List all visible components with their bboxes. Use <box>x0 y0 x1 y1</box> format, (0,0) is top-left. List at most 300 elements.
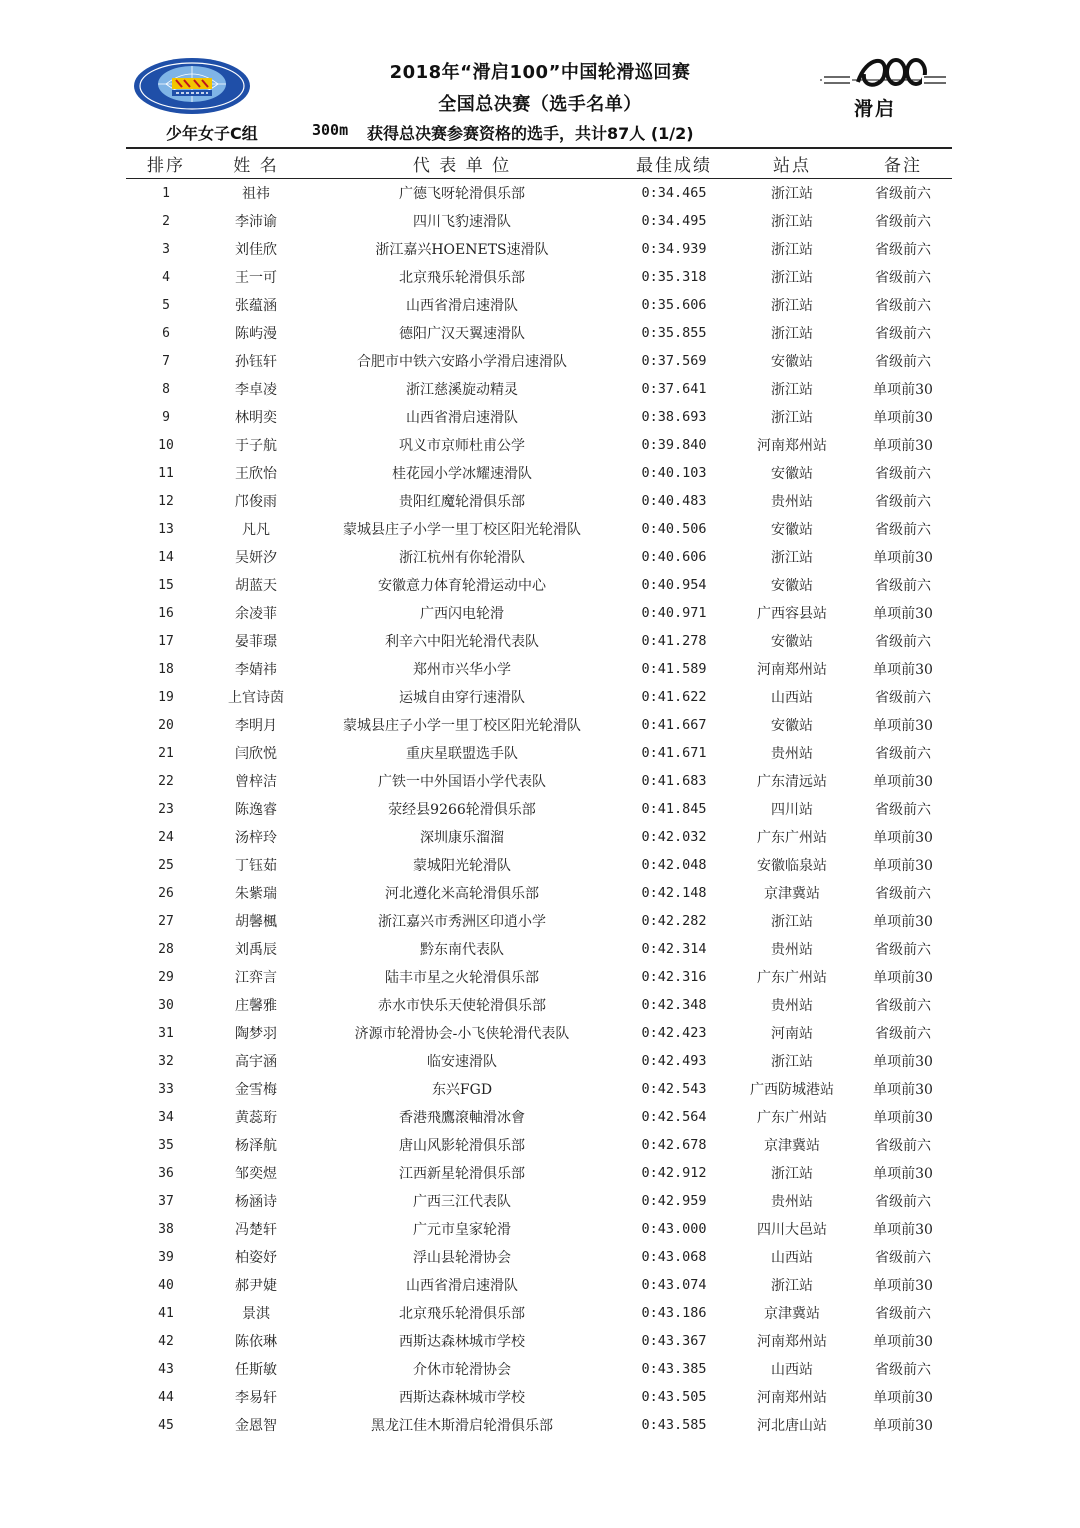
table-row <box>126 963 952 991</box>
station-cell: 浙江站 <box>771 914 813 930</box>
time-cell: 0:40.506 <box>641 521 707 537</box>
time-cell: 0:43.068 <box>641 1249 707 1265</box>
table-row <box>126 1019 952 1047</box>
col-best-time: 最佳成绩 <box>636 156 712 176</box>
name-cell: 王一可 <box>235 270 277 286</box>
team-cell: 北京飛乐轮滑俱乐部 <box>399 1306 525 1322</box>
station-cell: 广东清远站 <box>757 774 827 790</box>
station-cell: 广东广州站 <box>757 970 827 986</box>
station-cell: 河南站 <box>771 1026 813 1042</box>
remark-cell: 省级前六 <box>875 690 931 706</box>
time-cell: 0:37.641 <box>641 381 707 397</box>
table-row <box>126 1299 952 1327</box>
table-row <box>126 1103 952 1131</box>
time-cell: 0:41.667 <box>641 717 707 733</box>
rank-cell: 30 <box>158 997 174 1013</box>
name-cell: 凡凡 <box>242 522 270 538</box>
remark-cell: 省级前六 <box>875 270 931 286</box>
station-cell: 京津冀站 <box>764 1306 820 1322</box>
station-cell: 安徽临泉站 <box>757 858 827 874</box>
name-cell: 吴妍汐 <box>235 550 277 566</box>
remark-cell: 省级前六 <box>875 1138 931 1154</box>
time-cell: 0:40.103 <box>641 465 707 481</box>
remark-cell: 单项前30 <box>873 718 933 734</box>
team-cell: 浙江嘉兴市秀洲区印逍小学 <box>378 914 546 930</box>
table-row <box>126 907 952 935</box>
remark-cell: 省级前六 <box>875 942 931 958</box>
team-cell: 桂花园小学冰耀速滑队 <box>392 466 532 482</box>
rank-cell: 33 <box>158 1081 174 1097</box>
time-cell: 0:41.671 <box>641 745 707 761</box>
remark-cell: 省级前六 <box>875 634 931 650</box>
rank-cell: 34 <box>158 1109 174 1125</box>
rank-cell: 25 <box>158 857 174 873</box>
table-row <box>126 851 952 879</box>
rank-cell: 4 <box>162 269 170 285</box>
name-cell: 江弈言 <box>235 970 277 986</box>
rank-cell: 18 <box>158 661 174 677</box>
remark-cell: 省级前六 <box>875 998 931 1014</box>
name-cell: 李沛谕 <box>235 214 277 230</box>
rank-cell: 19 <box>158 689 174 705</box>
table-row <box>126 1355 952 1383</box>
time-cell: 0:34.495 <box>641 213 707 229</box>
station-cell: 河南郑州站 <box>757 1334 827 1350</box>
remark-cell: 省级前六 <box>875 1026 931 1042</box>
remark-cell: 省级前六 <box>875 466 931 482</box>
remark-cell: 省级前六 <box>875 1194 931 1210</box>
name-cell: 胡馨楓 <box>235 914 277 930</box>
rank-cell: 45 <box>158 1417 174 1433</box>
rank-cell: 29 <box>158 969 174 985</box>
name-cell: 陈屿漫 <box>235 326 277 342</box>
team-cell: 广元市皇家轮滑 <box>413 1222 511 1238</box>
table-row <box>126 739 952 767</box>
remark-cell: 省级前六 <box>875 1250 931 1266</box>
table-row <box>126 403 952 431</box>
table-row <box>126 1047 952 1075</box>
table-row <box>126 459 952 487</box>
time-cell: 0:34.939 <box>641 241 707 257</box>
time-cell: 0:42.564 <box>641 1109 707 1125</box>
rank-cell: 16 <box>158 605 174 621</box>
name-cell: 金恩智 <box>235 1418 277 1434</box>
station-cell: 四川大邑站 <box>757 1222 827 1238</box>
station-cell: 安徽站 <box>771 634 813 650</box>
name-cell: 闫欣悦 <box>235 746 277 762</box>
time-cell: 0:37.569 <box>641 353 707 369</box>
name-cell: 林明奕 <box>235 410 277 426</box>
station-cell: 广西容县站 <box>757 606 827 622</box>
team-cell: 河北遵化米高轮滑俱乐部 <box>385 886 539 902</box>
remark-cell: 单项前30 <box>873 1110 933 1126</box>
remark-cell: 单项前30 <box>873 1166 933 1182</box>
table-row <box>126 599 952 627</box>
table-row <box>126 347 952 375</box>
name-cell: 张蕴涵 <box>235 298 277 314</box>
rank-cell: 7 <box>162 353 170 369</box>
station-cell: 浙江站 <box>771 1054 813 1070</box>
time-cell: 0:40.971 <box>641 605 707 621</box>
name-cell: 庄馨雅 <box>235 998 277 1014</box>
team-cell: 济源市轮滑协会-小飞侠轮滑代表队 <box>354 1026 570 1042</box>
remark-cell: 省级前六 <box>875 802 931 818</box>
station-cell: 山西站 <box>771 1362 813 1378</box>
rank-cell: 12 <box>158 493 174 509</box>
team-cell: 蒙城县庄子小学一里丁校区阳光轮滑队 <box>343 718 581 734</box>
table-row <box>126 543 952 571</box>
station-cell: 四川站 <box>771 802 813 818</box>
name-cell: 曾梓洁 <box>235 774 277 790</box>
team-cell: 赤水市快乐天使轮滑俱乐部 <box>378 998 546 1014</box>
team-cell: 广西闪电轮滑 <box>420 606 504 622</box>
team-cell: 东兴FGD <box>431 1082 493 1098</box>
time-cell: 0:39.840 <box>641 437 707 453</box>
col-remark: 备注 <box>884 156 922 176</box>
rank-cell: 31 <box>158 1025 174 1041</box>
remark-cell: 单项前30 <box>873 1418 933 1434</box>
name-cell: 于子航 <box>235 438 277 454</box>
time-cell: 0:41.589 <box>641 661 707 677</box>
time-cell: 0:35.318 <box>641 269 707 285</box>
name-cell: 金雪梅 <box>235 1082 277 1098</box>
time-cell: 0:42.423 <box>641 1025 707 1041</box>
rank-cell: 39 <box>158 1249 174 1265</box>
distance-label: 300m <box>312 121 349 139</box>
rank-cell: 21 <box>158 745 174 761</box>
rank-cell: 15 <box>158 577 174 593</box>
team-cell: 广铁一中外国语小学代表队 <box>378 774 546 790</box>
station-cell: 贵州站 <box>771 1194 813 1210</box>
team-cell: 浙江杭州有你轮滑队 <box>399 550 525 566</box>
col-team: 代 表 单 位 <box>412 156 512 176</box>
name-cell: 陶梦羽 <box>235 1026 277 1042</box>
team-cell: 西斯达森林城市学校 <box>399 1334 525 1350</box>
name-cell: 柏姿妤 <box>235 1250 277 1266</box>
table-row <box>126 795 952 823</box>
remark-cell: 省级前六 <box>875 214 931 230</box>
team-cell: 合肥市中铁六安路小学滑启速滑队 <box>357 354 567 370</box>
team-cell: 西斯达森林城市学校 <box>399 1390 525 1406</box>
station-cell: 浙江站 <box>771 270 813 286</box>
time-cell: 0:34.465 <box>641 185 707 201</box>
station-cell: 浙江站 <box>771 242 813 258</box>
rank-cell: 11 <box>158 465 174 481</box>
time-cell: 0:40.483 <box>641 493 707 509</box>
station-cell: 山西站 <box>771 1250 813 1266</box>
rank-cell: 3 <box>162 241 170 257</box>
name-cell: 朱紫瑞 <box>235 886 277 902</box>
table-row <box>126 1187 952 1215</box>
time-cell: 0:42.348 <box>641 997 707 1013</box>
name-cell: 祖祎 <box>242 186 270 202</box>
remark-cell: 单项前30 <box>873 1054 933 1070</box>
remark-cell: 省级前六 <box>875 354 931 370</box>
team-cell: 巩义市京师杜甫公学 <box>399 438 525 454</box>
name-cell: 李婧祎 <box>235 662 277 678</box>
station-cell: 河北唐山站 <box>757 1418 827 1434</box>
team-cell: 广西三江代表队 <box>413 1194 511 1210</box>
team-cell: 浙江慈溪旋动精灵 <box>406 382 518 398</box>
team-cell: 德阳广汉天翼速滑队 <box>399 326 525 342</box>
group-label: 少年女子C组 <box>166 124 258 143</box>
team-cell: 浙江嘉兴HOENETS速滑队 <box>375 242 549 258</box>
station-cell: 浙江站 <box>771 1278 813 1294</box>
rank-cell: 8 <box>162 381 170 397</box>
station-cell: 浙江站 <box>771 382 813 398</box>
table-row <box>126 879 952 907</box>
time-cell: 0:42.282 <box>641 913 707 929</box>
time-cell: 0:42.959 <box>641 1193 707 1209</box>
team-cell: 陆丰市星之火轮滑俱乐部 <box>385 970 539 986</box>
team-cell: 唐山风影轮滑俱乐部 <box>399 1138 525 1154</box>
remark-cell: 单项前30 <box>873 1278 933 1294</box>
table-row <box>126 683 952 711</box>
station-cell: 安徽站 <box>771 578 813 594</box>
team-cell: 贵阳红魔轮滑俱乐部 <box>399 494 525 510</box>
qualification-note: 获得总决赛参赛资格的选手，共计87人 (1/2) <box>367 124 694 143</box>
time-cell: 0:42.912 <box>641 1165 707 1181</box>
name-cell: 邹奕煜 <box>235 1166 277 1182</box>
remark-cell: 省级前六 <box>875 298 931 314</box>
rank-cell: 2 <box>162 213 170 229</box>
station-cell: 贵州站 <box>771 942 813 958</box>
rank-cell: 26 <box>158 885 174 901</box>
team-cell: 安徽意力体育轮滑运动中心 <box>378 578 546 594</box>
rank-cell: 32 <box>158 1053 174 1069</box>
remark-cell: 单项前30 <box>873 662 933 678</box>
time-cell: 0:43.074 <box>641 1277 707 1293</box>
time-cell: 0:42.493 <box>641 1053 707 1069</box>
time-cell: 0:40.954 <box>641 577 707 593</box>
rank-cell: 40 <box>158 1277 174 1293</box>
team-cell: 香港飛鷹滾軸滑冰會 <box>399 1110 525 1126</box>
name-cell: 刘禹辰 <box>235 942 277 958</box>
time-cell: 0:42.148 <box>641 885 707 901</box>
station-cell: 京津冀站 <box>764 886 820 902</box>
table-row <box>126 711 952 739</box>
time-cell: 0:43.585 <box>641 1417 707 1433</box>
name-cell: 黄蕊珩 <box>235 1110 277 1126</box>
table-row <box>126 235 952 263</box>
station-cell: 京津冀站 <box>764 1138 820 1154</box>
name-cell: 邝俊雨 <box>235 494 277 510</box>
name-cell: 晏菲璟 <box>235 634 277 650</box>
station-cell: 安徽站 <box>771 354 813 370</box>
rank-cell: 1 <box>162 185 170 201</box>
time-cell: 0:42.678 <box>641 1137 707 1153</box>
time-cell: 0:43.367 <box>641 1333 707 1349</box>
remark-cell: 单项前30 <box>873 1390 933 1406</box>
remark-cell: 单项前30 <box>873 914 933 930</box>
remark-cell: 省级前六 <box>875 186 931 202</box>
team-cell: 重庆星联盟选手队 <box>406 746 518 762</box>
rank-cell: 37 <box>158 1193 174 1209</box>
name-cell: 汤梓玲 <box>235 830 277 846</box>
col-station: 站点 <box>773 156 811 176</box>
team-cell: 荥经县9266轮滑俱乐部 <box>388 802 536 818</box>
station-cell: 贵州站 <box>771 746 813 762</box>
name-cell: 刘佳欣 <box>235 242 277 258</box>
table-row <box>126 431 952 459</box>
remark-cell: 单项前30 <box>873 1082 933 1098</box>
name-cell: 李明月 <box>235 718 277 734</box>
name-cell: 冯楚轩 <box>235 1222 277 1238</box>
team-cell: 黑龙江佳木斯滑启轮滑俱乐部 <box>371 1418 553 1434</box>
name-cell: 郝尹婕 <box>235 1278 277 1294</box>
name-cell: 王欣怡 <box>235 466 277 482</box>
time-cell: 0:38.693 <box>641 409 707 425</box>
table-row <box>126 571 952 599</box>
station-cell: 浙江站 <box>771 326 813 342</box>
category-line <box>0 121 1080 143</box>
remark-cell: 省级前六 <box>875 578 931 594</box>
time-cell: 0:35.855 <box>641 325 707 341</box>
table-header-row <box>126 149 952 178</box>
team-cell: 北京飛乐轮滑俱乐部 <box>399 270 525 286</box>
remark-cell: 单项前30 <box>873 438 933 454</box>
remark-cell: 省级前六 <box>875 522 931 538</box>
team-cell: 黔东南代表队 <box>420 942 504 958</box>
table-row <box>126 1159 952 1187</box>
time-cell: 0:43.505 <box>641 1389 707 1405</box>
table-row <box>126 263 952 291</box>
time-cell: 0:41.683 <box>641 773 707 789</box>
team-cell: 蒙城阳光轮滑队 <box>413 858 511 874</box>
table-row <box>126 767 952 795</box>
name-cell: 任斯敏 <box>235 1362 277 1378</box>
athlete-table <box>126 149 952 1439</box>
table-row <box>126 1215 952 1243</box>
remark-cell: 省级前六 <box>875 1362 931 1378</box>
table-row <box>126 207 952 235</box>
time-cell: 0:41.278 <box>641 633 707 649</box>
remark-cell: 省级前六 <box>875 746 931 762</box>
station-cell: 广东广州站 <box>757 830 827 846</box>
table-row <box>126 1411 952 1439</box>
remark-cell: 单项前30 <box>873 1334 933 1350</box>
table-row <box>126 291 952 319</box>
table-row <box>126 1271 952 1299</box>
rank-cell: 42 <box>158 1333 174 1349</box>
name-cell: 陈依琳 <box>235 1334 277 1350</box>
station-cell: 浙江站 <box>771 550 813 566</box>
rank-cell: 9 <box>162 409 170 425</box>
team-cell: 四川飞豹速滑队 <box>413 214 511 230</box>
rank-cell: 17 <box>158 633 174 649</box>
station-cell: 安徽站 <box>771 522 813 538</box>
remark-cell: 单项前30 <box>873 606 933 622</box>
team-cell: 临安速滑队 <box>427 1054 497 1070</box>
table-row <box>126 655 952 683</box>
team-cell: 山西省滑启速滑队 <box>406 1278 518 1294</box>
station-cell: 浙江站 <box>771 298 813 314</box>
col-name: 姓 名 <box>233 156 279 176</box>
station-cell: 浙江站 <box>771 186 813 202</box>
team-cell: 郑州市兴华小学 <box>413 662 511 678</box>
table-row <box>126 1075 952 1103</box>
table-row <box>126 935 952 963</box>
team-cell: 利辛六中阳光轮滑代表队 <box>385 634 539 650</box>
time-cell: 0:42.032 <box>641 829 707 845</box>
name-cell: 景淇 <box>242 1306 270 1322</box>
name-cell: 胡蓝天 <box>235 578 277 594</box>
station-cell: 广西防城港站 <box>750 1082 834 1098</box>
name-cell: 杨泽航 <box>235 1138 277 1154</box>
station-cell: 河南郑州站 <box>757 438 827 454</box>
rank-cell: 38 <box>158 1221 174 1237</box>
time-cell: 0:43.000 <box>641 1221 707 1237</box>
team-cell: 运城自由穿行速滑队 <box>399 690 525 706</box>
logo-text: 滑启 <box>854 98 897 120</box>
team-cell: 介休市轮滑协会 <box>413 1362 511 1378</box>
station-cell: 浙江站 <box>771 214 813 230</box>
table-row <box>126 991 952 1019</box>
rank-cell: 28 <box>158 941 174 957</box>
station-cell: 贵州站 <box>771 494 813 510</box>
name-cell: 上官诗茵 <box>228 690 284 706</box>
table-row <box>126 178 952 207</box>
remark-cell: 单项前30 <box>873 858 933 874</box>
rank-cell: 24 <box>158 829 174 845</box>
rank-cell: 13 <box>158 521 174 537</box>
remark-cell: 省级前六 <box>875 494 931 510</box>
time-cell: 0:41.845 <box>641 801 707 817</box>
table-row <box>126 515 952 543</box>
team-cell: 广德飞呀轮滑俱乐部 <box>399 186 525 202</box>
station-cell: 安徽站 <box>771 718 813 734</box>
rank-cell: 43 <box>158 1361 174 1377</box>
remark-cell: 单项前30 <box>873 830 933 846</box>
table-row <box>126 1243 952 1271</box>
station-cell: 安徽站 <box>771 466 813 482</box>
time-cell: 0:35.606 <box>641 297 707 313</box>
name-cell: 孙钰轩 <box>235 354 277 370</box>
time-cell: 0:42.543 <box>641 1081 707 1097</box>
remark-cell: 单项前30 <box>873 382 933 398</box>
rank-cell: 10 <box>158 437 174 453</box>
rank-cell: 23 <box>158 801 174 817</box>
time-cell: 0:43.186 <box>641 1305 707 1321</box>
name-cell: 李易轩 <box>235 1390 277 1406</box>
rank-cell: 27 <box>158 913 174 929</box>
station-cell: 贵州站 <box>771 998 813 1014</box>
rank-cell: 20 <box>158 717 174 733</box>
team-cell: 深圳康乐溜溜 <box>420 830 504 846</box>
table-row <box>126 487 952 515</box>
time-cell: 0:42.316 <box>641 969 707 985</box>
team-cell: 浮山县轮滑协会 <box>413 1250 511 1266</box>
time-cell: 0:41.622 <box>641 689 707 705</box>
name-cell: 余凌菲 <box>235 606 277 622</box>
station-cell: 广东广州站 <box>757 1110 827 1126</box>
table-row <box>126 627 952 655</box>
rank-cell: 44 <box>158 1389 174 1405</box>
name-cell: 杨涵诗 <box>235 1194 277 1210</box>
time-cell: 0:42.314 <box>641 941 707 957</box>
remark-cell: 省级前六 <box>875 242 931 258</box>
team-cell: 江西新星轮滑俱乐部 <box>399 1166 525 1182</box>
table-row <box>126 1131 952 1159</box>
remark-cell: 单项前30 <box>873 550 933 566</box>
team-cell: 山西省滑启速滑队 <box>406 410 518 426</box>
rank-cell: 41 <box>158 1305 174 1321</box>
remark-cell: 单项前30 <box>873 970 933 986</box>
table-row <box>126 1327 952 1355</box>
rank-cell: 22 <box>158 773 174 789</box>
station-cell: 浙江站 <box>771 410 813 426</box>
col-rank: 排序 <box>147 156 185 176</box>
